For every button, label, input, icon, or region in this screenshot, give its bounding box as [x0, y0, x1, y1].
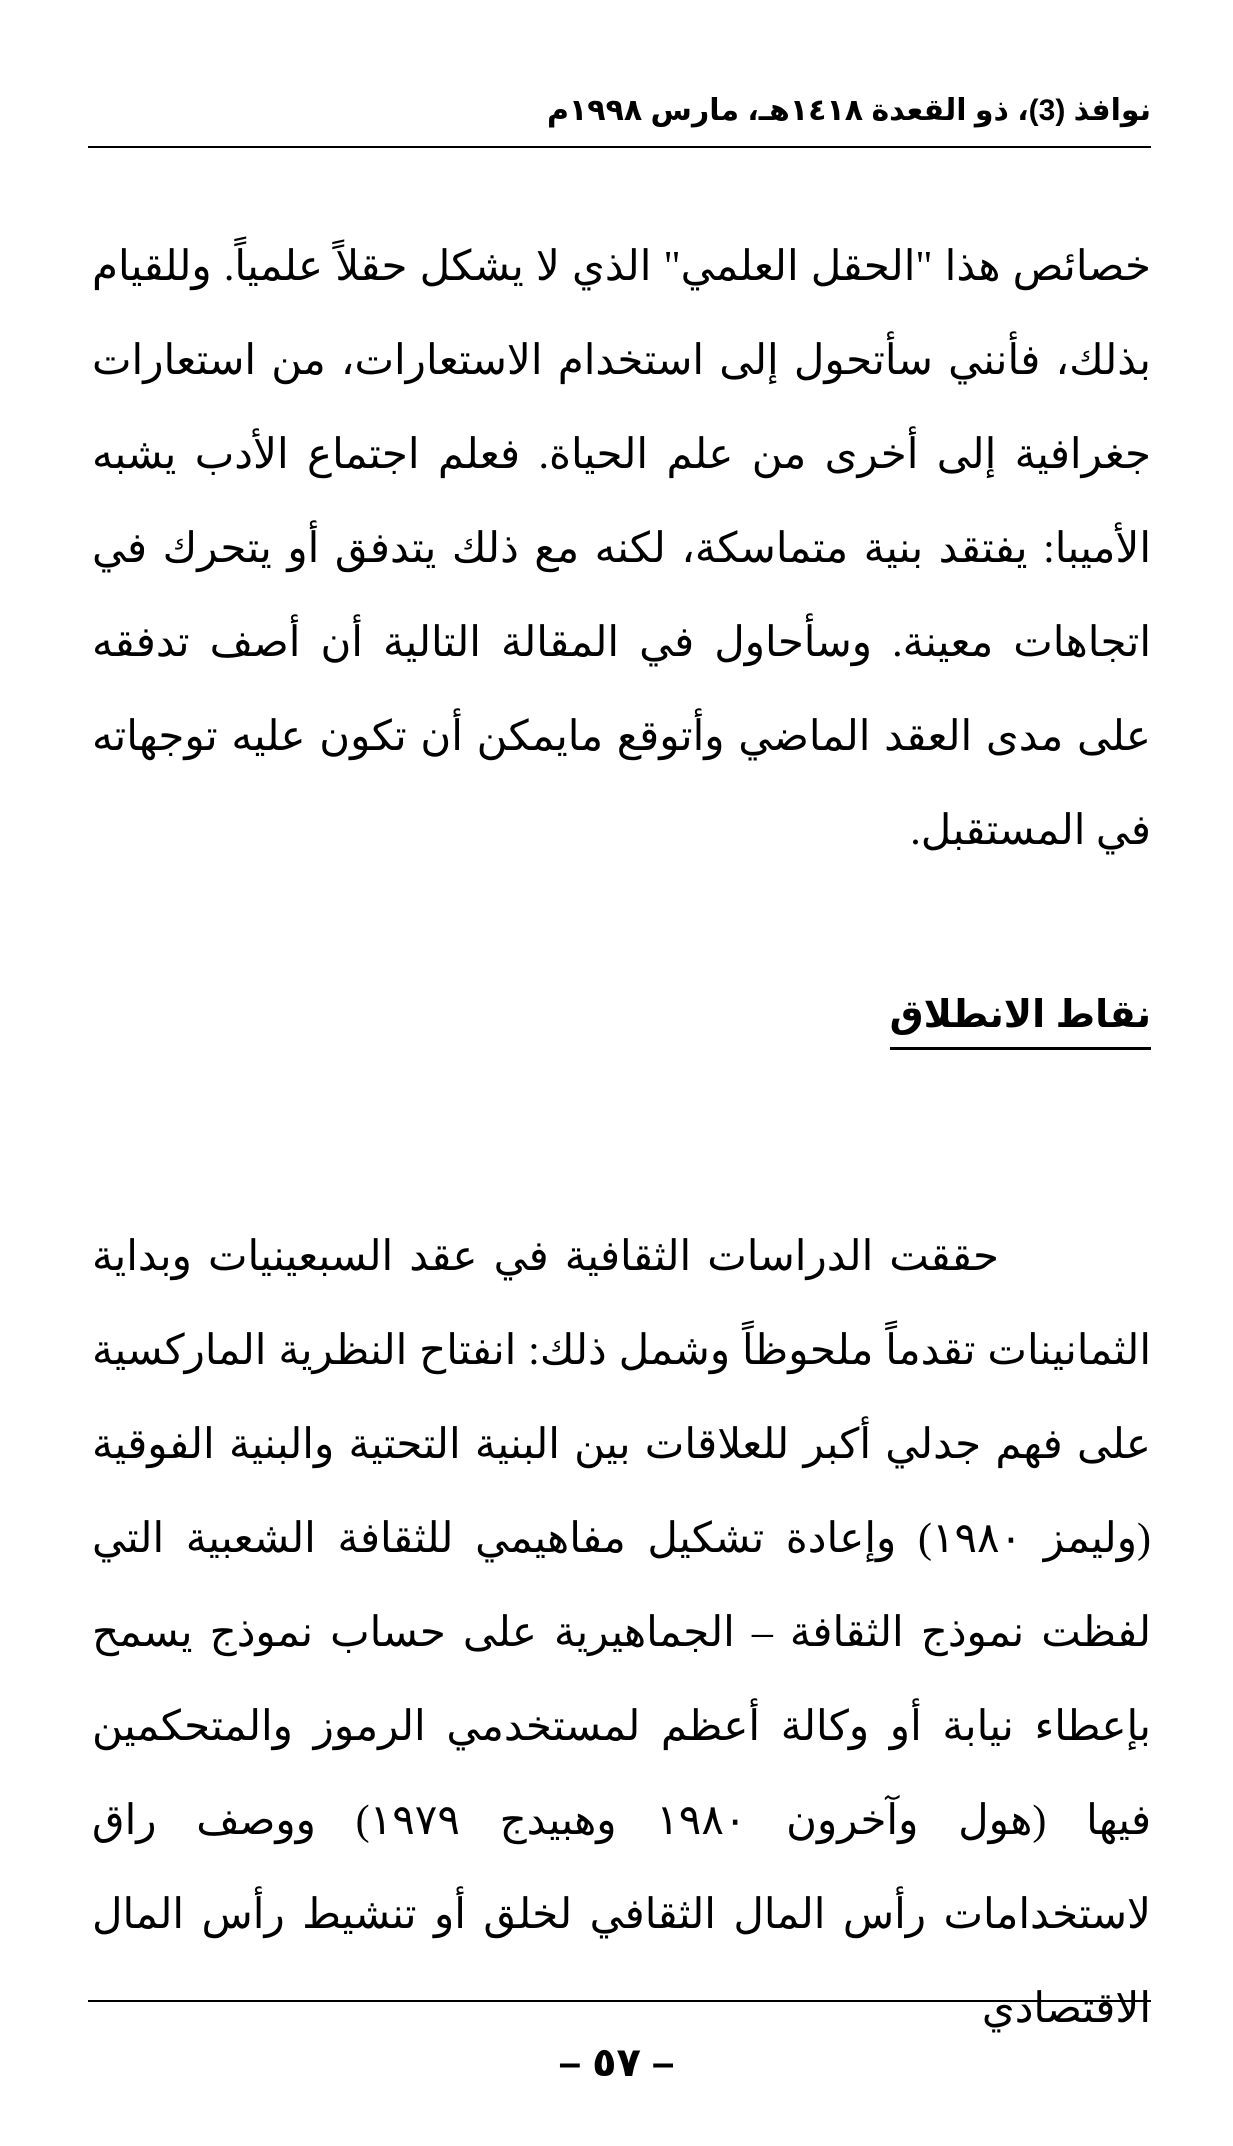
running-header	[88, 88, 1151, 132]
header-rule	[88, 146, 1151, 148]
running-header-title: نوافذ (3)، ذو القعدة ١٤١٨هـ، مارس ١٩٩٨م	[546, 93, 1151, 127]
section-heading: نقاط الانطلاق	[890, 987, 1151, 1050]
intro-paragraph: خصائص هذا "الحقل العلمي" الذي لا يشكل حقلاً علمياً. وللقيام بذلك، فأنني سأتحول إلى استخدام الاستعارات، من استعارات جغرافية إلى أخرى من علم الحياة. فعلم اجتماع الأدب يشبه الأميبا: يفتقد بنية متماسكة، لكنه مع ذلك يتدفق أو يتحرك في اتجاهات معينة. وسأحاول في المقالة التالية أن أصف تدفقه على مدى العقد الماضي وأتوقع مايمكن أن تكون عليه توجهاته في المستقبل.	[92, 244, 1151, 854]
body-paragraph: حققت الدراسات الثقافية في عقد السبعينيات وبداية الثمانينات تقدماً ملحوظاً وشمل ذلك: انفتاح النظرية الماركسية على فهم جدلي أكبر للعلاقات بين البنية التحتية والبنية الفوقية (وليمز ١٩٨٠) وإعادة تشكيل مفاهيمي للثقافة الشعبية التي لفظت نموذج الثقافة – الجماهيرية على حساب نموذج يسمح بإعطاء نيابة أو وكالة أعظم لمستخدمي الرموز والمتحكمين فيها (هول وآخرون ١٩٨٠ وهبيدج ١٩٧٩) ووصف راق لاستخدامات رأس المال الثقافي لخلق أو تنشيط رأس المال الاقتصادي	[92, 1234, 1152, 2032]
page-number: – ٥٧ –	[558, 2041, 675, 2085]
footer-rule	[88, 2000, 1151, 2002]
